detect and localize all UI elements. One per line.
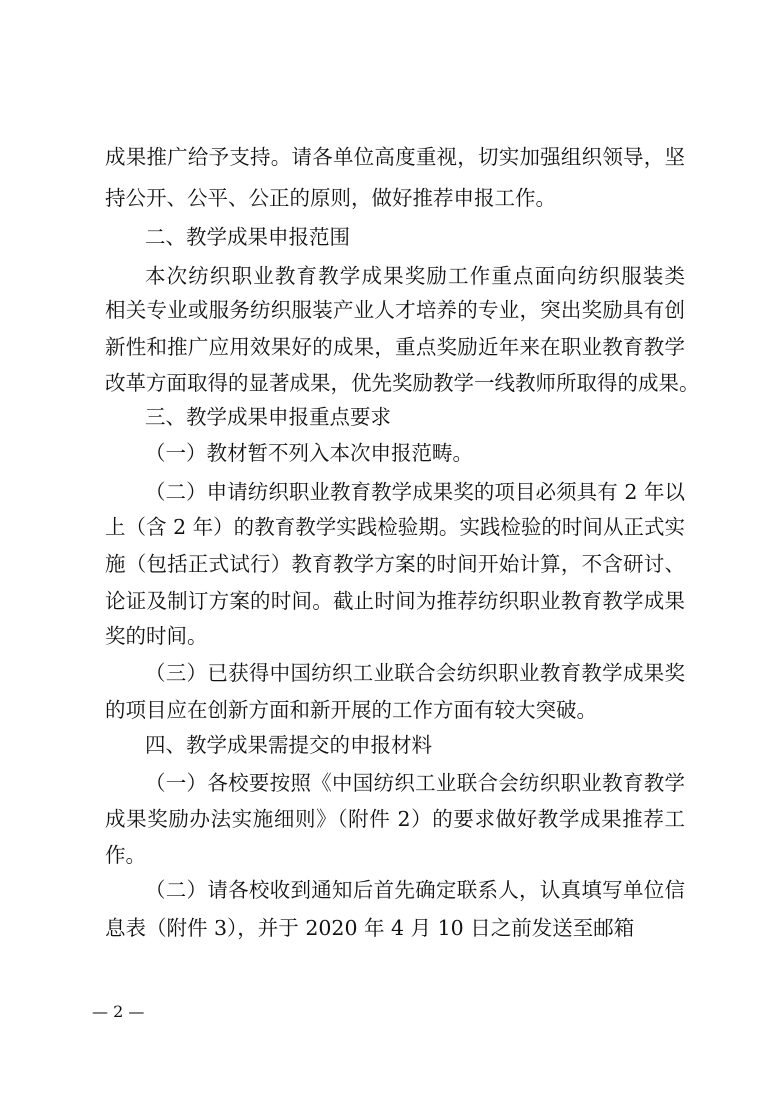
body-line: 息表（附件 3），并于 2020 年 4 月 10 日之前发送至邮箱 — [105, 916, 635, 940]
body-line: 的项目应在创新方面和新开展的工作方面有较大突破。 — [105, 698, 597, 722]
body-line: 成果推广给予支持。请各单位高度重视，切实加强组织领导，坚 — [105, 145, 685, 169]
section-heading: 四、教学成果需提交的申报材料 — [145, 733, 432, 757]
body-line: （三）已获得中国纺织工业联合会纺织职业教育教学成果奖 — [145, 661, 685, 685]
page-number: — 2 — — [92, 1002, 145, 1021]
section-heading: 三、教学成果申报重点要求 — [145, 405, 391, 429]
body-line: 本次纺织职业教育教学成果奖励工作重点面向纺织服装类 — [145, 264, 685, 288]
body-line: （二）申请纺织职业教育教学成果奖的项目必须具有 2 年以 — [145, 480, 685, 504]
body-line: 成果奖励办法实施细则》（附件 2）的要求做好教学成果推荐工 — [105, 807, 685, 831]
section-heading: 二、教学成果申报范围 — [145, 225, 350, 249]
body-line: 论证及制订方案的时间。截止时间为推荐纺织职业教育教学成果 — [105, 589, 685, 613]
body-line: 新性和推广应用效果好的成果，重点奖励近年来在职业教育教学 — [105, 335, 685, 359]
body-line: （一）教材暂不列入本次申报范畴。 — [145, 441, 473, 465]
body-line: （一）各校要按照《中国纺织工业联合会纺织职业教育教学 — [145, 771, 685, 795]
body-line: 相关专业或服务纺织服装产业人才培养的专业，突出奖励具有创 — [105, 298, 685, 322]
body-line: 改革方面取得的显著成果，优先奖励教学一线教师所取得的成果。 — [105, 371, 700, 395]
body-line: 作。 — [105, 843, 146, 867]
body-line: 上（含 2 年）的教育教学实践检验期。实践检验的时间从正式实 — [105, 515, 685, 539]
body-line: （二）请各校收到通知后首先确定联系人，认真填写单位信 — [145, 878, 685, 902]
body-line: 持公开、公平、公正的原则，做好推荐申报工作。 — [105, 186, 556, 210]
body-line: 施（包括正式试行）教育教学方案的时间开始计算，不含研讨、 — [105, 552, 685, 576]
body-line: 奖的时间。 — [105, 624, 208, 648]
